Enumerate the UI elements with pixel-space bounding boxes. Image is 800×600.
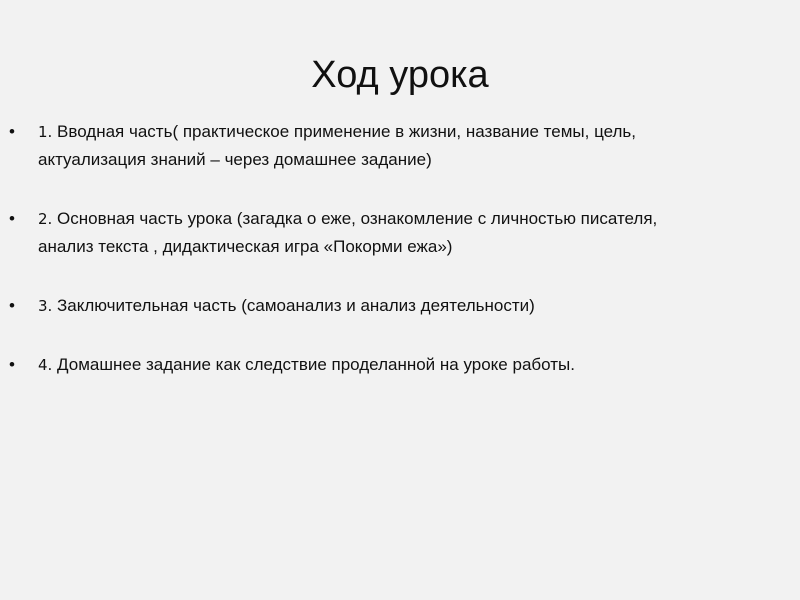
item-text: Домашнее задание как следствие проделанной на уроке работы. <box>52 355 575 374</box>
list-item <box>0 292 800 320</box>
item-number: 1. <box>38 123 53 141</box>
item-line <box>38 118 800 146</box>
item-text-continued: актуализация знаний – через домашнее задание) <box>38 150 432 169</box>
item-line <box>38 292 800 320</box>
item-text-continued: анализ текста , дидактическая игра «Покорми ежа») <box>38 237 453 256</box>
item-number: 4. <box>38 356 53 374</box>
item-line <box>38 351 800 379</box>
slide-title: Ход урока <box>311 54 489 96</box>
bullet-list <box>0 118 800 379</box>
list-item <box>0 205 800 261</box>
bullet-icon: • <box>9 296 15 315</box>
bullet-icon: • <box>9 122 15 141</box>
item-text: Заключительная часть (самоанализ и анализ деятельности) <box>52 296 535 315</box>
item-number: 2. <box>38 210 53 228</box>
item-text: Основная часть урока (загадка о еже, ознакомление с личностью писателя, <box>52 209 658 228</box>
list-item <box>0 118 800 174</box>
item-line <box>38 205 800 233</box>
item-number: 3. <box>38 297 53 315</box>
bullet-icon: • <box>9 209 15 228</box>
list-item <box>0 351 800 379</box>
item-text: Вводная часть( практическое применение в жизни, название темы, цель, <box>52 122 637 141</box>
bullet-icon: • <box>9 355 15 374</box>
